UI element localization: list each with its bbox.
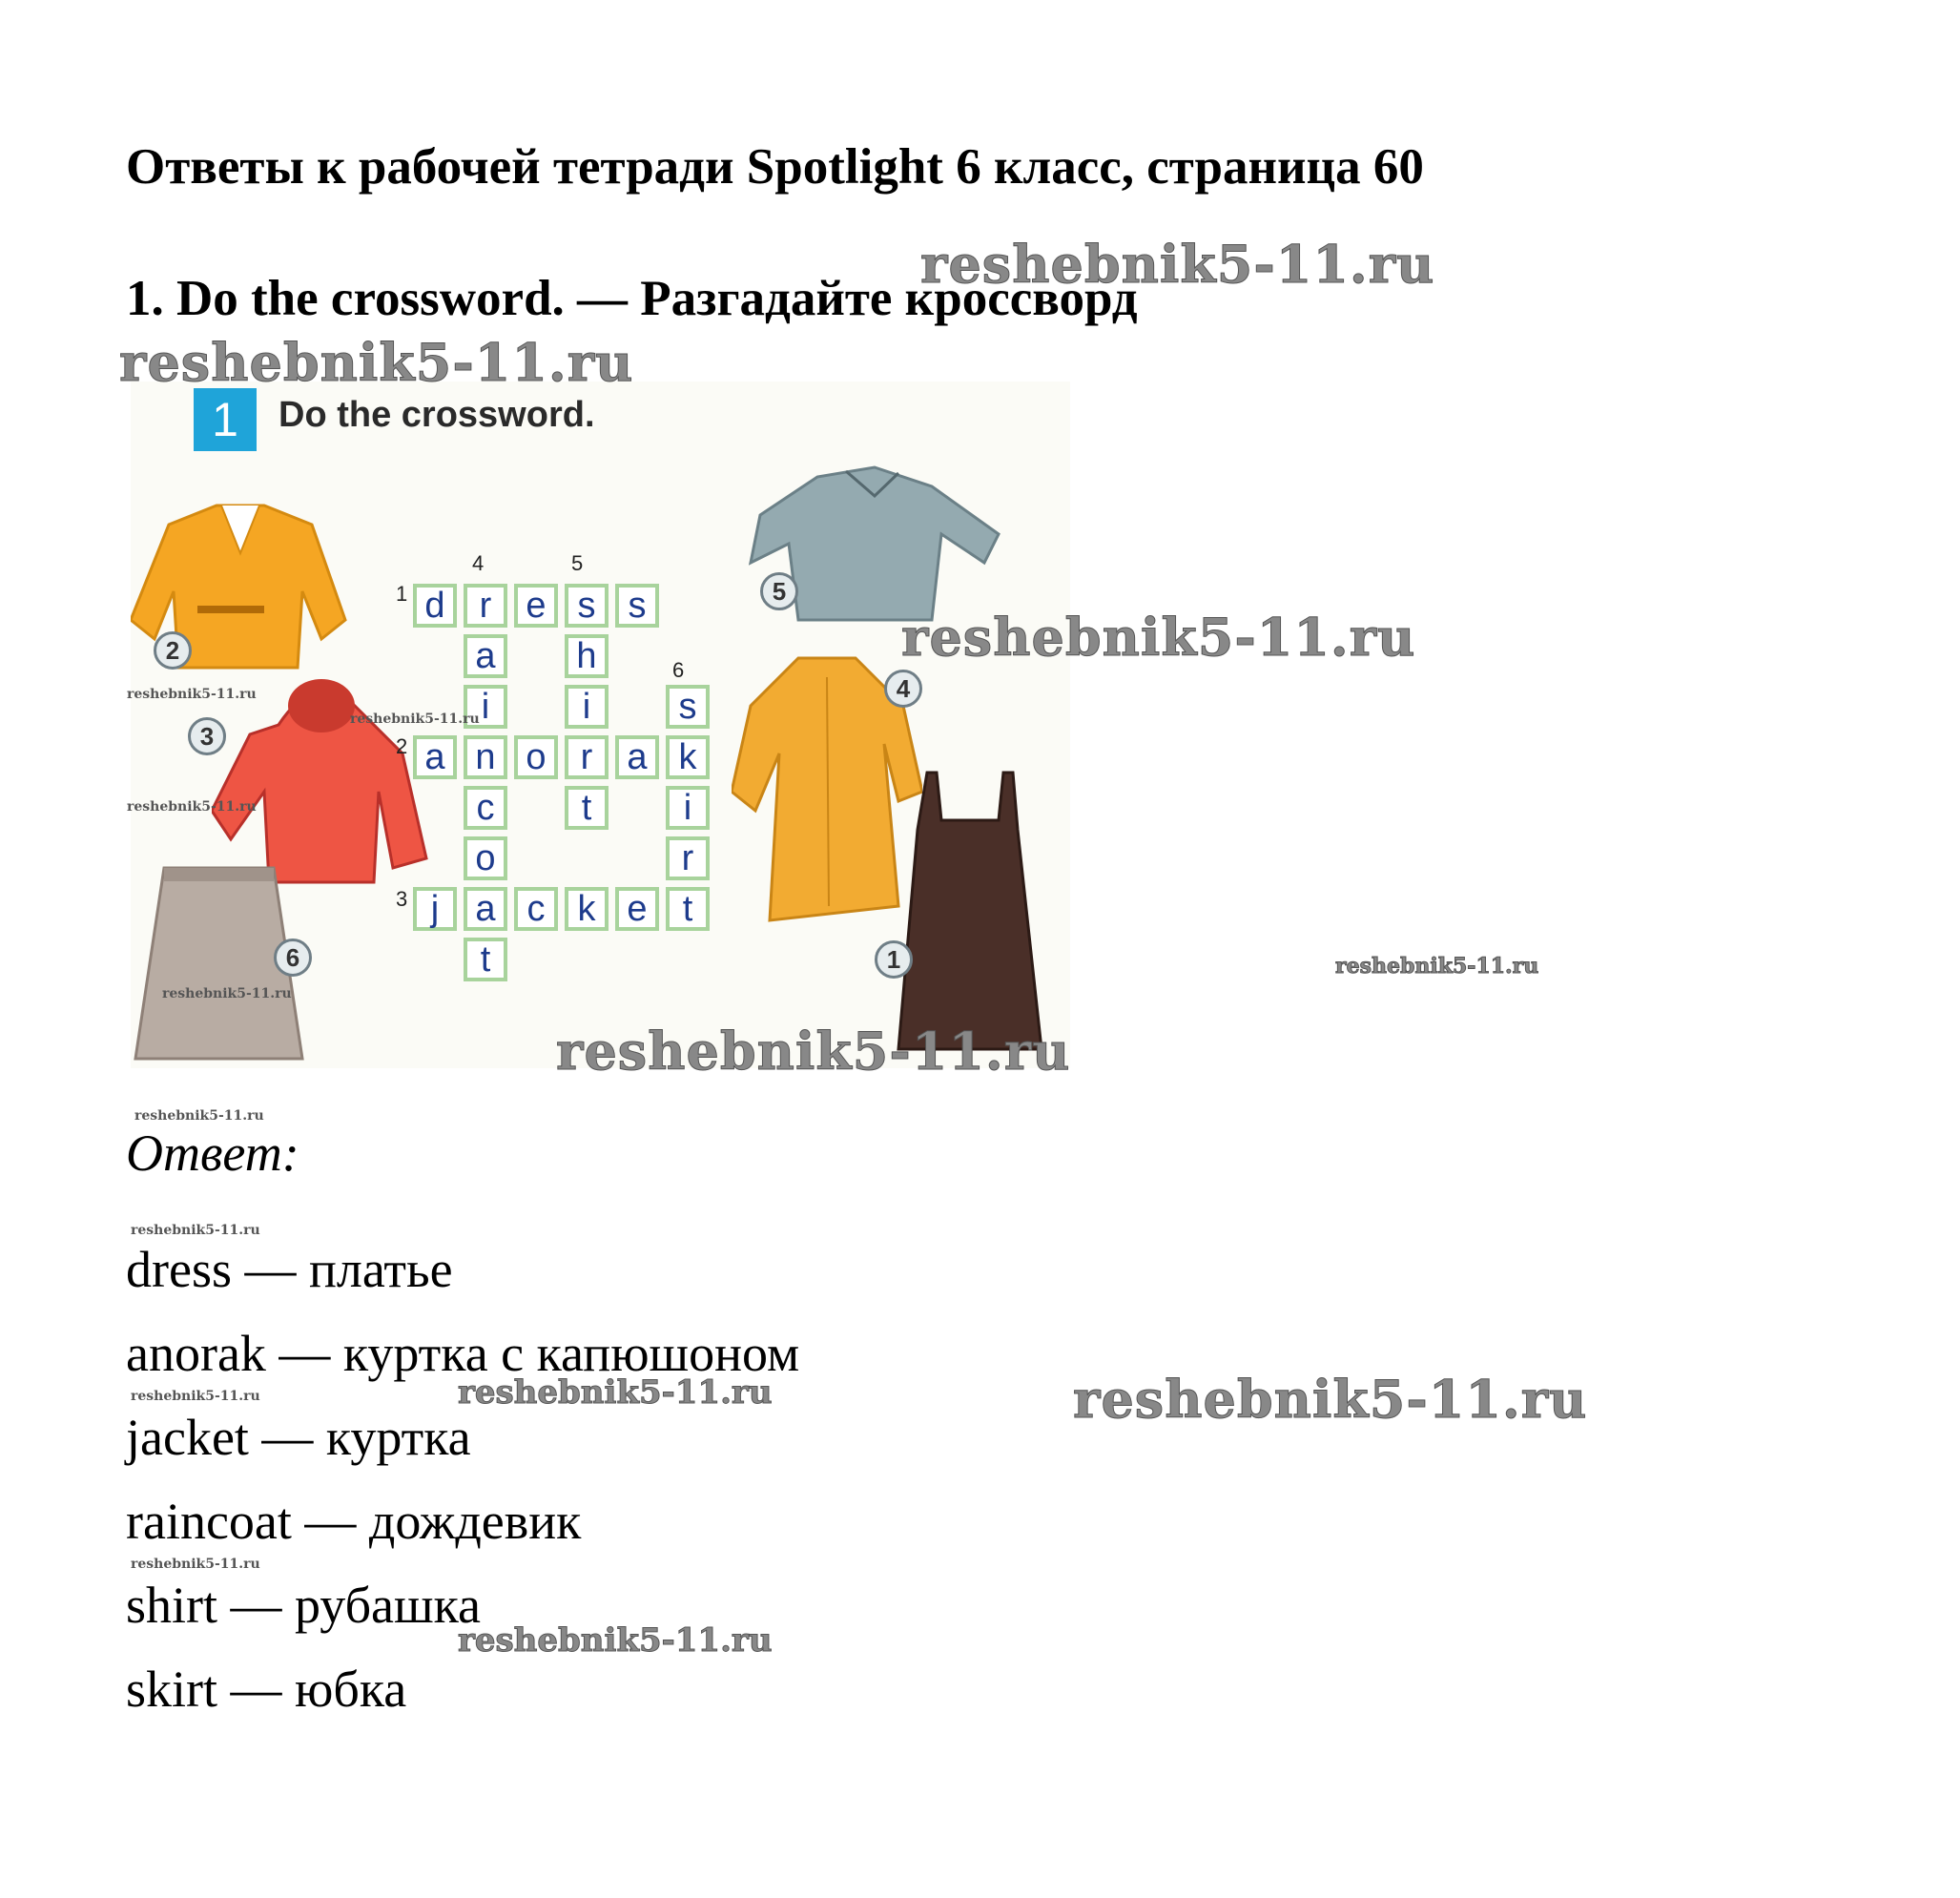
crossword-cell: c	[464, 786, 507, 830]
crossword-cell: r	[666, 836, 710, 880]
watermark: reshebnik5-11.ru	[350, 712, 480, 727]
crossword-cell: a	[615, 735, 659, 779]
picture-number: 2	[154, 631, 192, 670]
picture-number: 1	[875, 940, 913, 979]
watermark: reshebnik5-11.ru	[458, 1621, 773, 1660]
crossword-cell: o	[514, 735, 558, 779]
textbook-excerpt	[131, 382, 1070, 1068]
crossword-cell: t	[666, 887, 710, 931]
picture-number: 5	[760, 572, 798, 610]
crossword-cell: e	[514, 584, 558, 628]
crossword-cell: s	[615, 584, 659, 628]
exercise-number-badge: 1	[194, 388, 257, 451]
answer-line: jacket — куртка	[126, 1409, 471, 1466]
crossword-cell: a	[464, 634, 507, 678]
watermark: reshebnik5-11.ru	[162, 986, 292, 1001]
crossword-cell: c	[514, 887, 558, 931]
crossword-cell: o	[464, 836, 507, 880]
crossword-cell: t	[565, 786, 609, 830]
watermark: reshebnik5-11.ru	[134, 1108, 264, 1124]
answer-line: raincoat — дождевик	[126, 1493, 582, 1550]
crossword-cell: d	[413, 584, 457, 628]
watermark: reshebnik5-11.ru	[1073, 1369, 1588, 1430]
watermark: reshebnik5-11.ru	[901, 607, 1416, 668]
crossword-cell: h	[565, 634, 609, 678]
watermark: reshebnik5-11.ru	[1335, 954, 1539, 979]
crossword-cell: r	[464, 584, 507, 628]
answer-line: dress — платье	[126, 1241, 453, 1298]
crossword-cell: e	[615, 887, 659, 931]
watermark: reshebnik5-11.ru	[556, 1021, 1071, 1082]
page-title: Ответы к рабочей тетради Spotlight 6 класс, страница 60	[126, 139, 1424, 195]
crossword-cell: i	[464, 685, 507, 729]
clue-number: 4	[472, 551, 485, 575]
watermark: reshebnik5-11.ru	[920, 234, 1435, 295]
crossword-cell: k	[666, 735, 710, 779]
answer-line: skirt — юбка	[126, 1661, 407, 1718]
crossword-cell: s	[565, 584, 609, 628]
picture-number: 3	[188, 717, 226, 755]
clue-number: 2	[396, 734, 408, 758]
answer-line: anorak — куртка с капюшоном	[126, 1325, 800, 1382]
watermark: reshebnik5-11.ru	[131, 1389, 260, 1404]
watermark: reshebnik5-11.ru	[127, 799, 257, 815]
crossword-cell: r	[565, 735, 609, 779]
watermark: reshebnik5-11.ru	[131, 1557, 260, 1572]
answer-line: shirt — рубашка	[126, 1577, 481, 1634]
crossword-cell: i	[565, 685, 609, 729]
picture-number: 4	[884, 670, 922, 708]
crossword-cell: s	[666, 685, 710, 729]
crossword-cell: a	[464, 887, 507, 931]
crossword-cell: a	[413, 735, 457, 779]
clue-number: 1	[396, 582, 408, 606]
crossword-cell: k	[565, 887, 609, 931]
watermark: reshebnik5-11.ru	[127, 687, 257, 702]
picture-number: 6	[274, 939, 312, 977]
crossword-cell: n	[464, 735, 507, 779]
crossword-cell: t	[464, 938, 507, 981]
task-heading: 1. Do the crossword. — Разгадайте кроссворд	[126, 271, 1138, 326]
watermark: reshebnik5-11.ru	[119, 332, 634, 393]
answer-label: Ответ:	[126, 1124, 299, 1182]
clue-number: 5	[571, 551, 584, 575]
crossword-cell: i	[666, 786, 710, 830]
crossword-cell: j	[413, 887, 457, 931]
clue-number: 3	[396, 887, 408, 911]
exercise-instruction: Do the crossword.	[279, 395, 595, 435]
watermark: reshebnik5-11.ru	[458, 1373, 773, 1412]
watermark: reshebnik5-11.ru	[131, 1223, 260, 1238]
clue-number: 6	[672, 658, 685, 682]
